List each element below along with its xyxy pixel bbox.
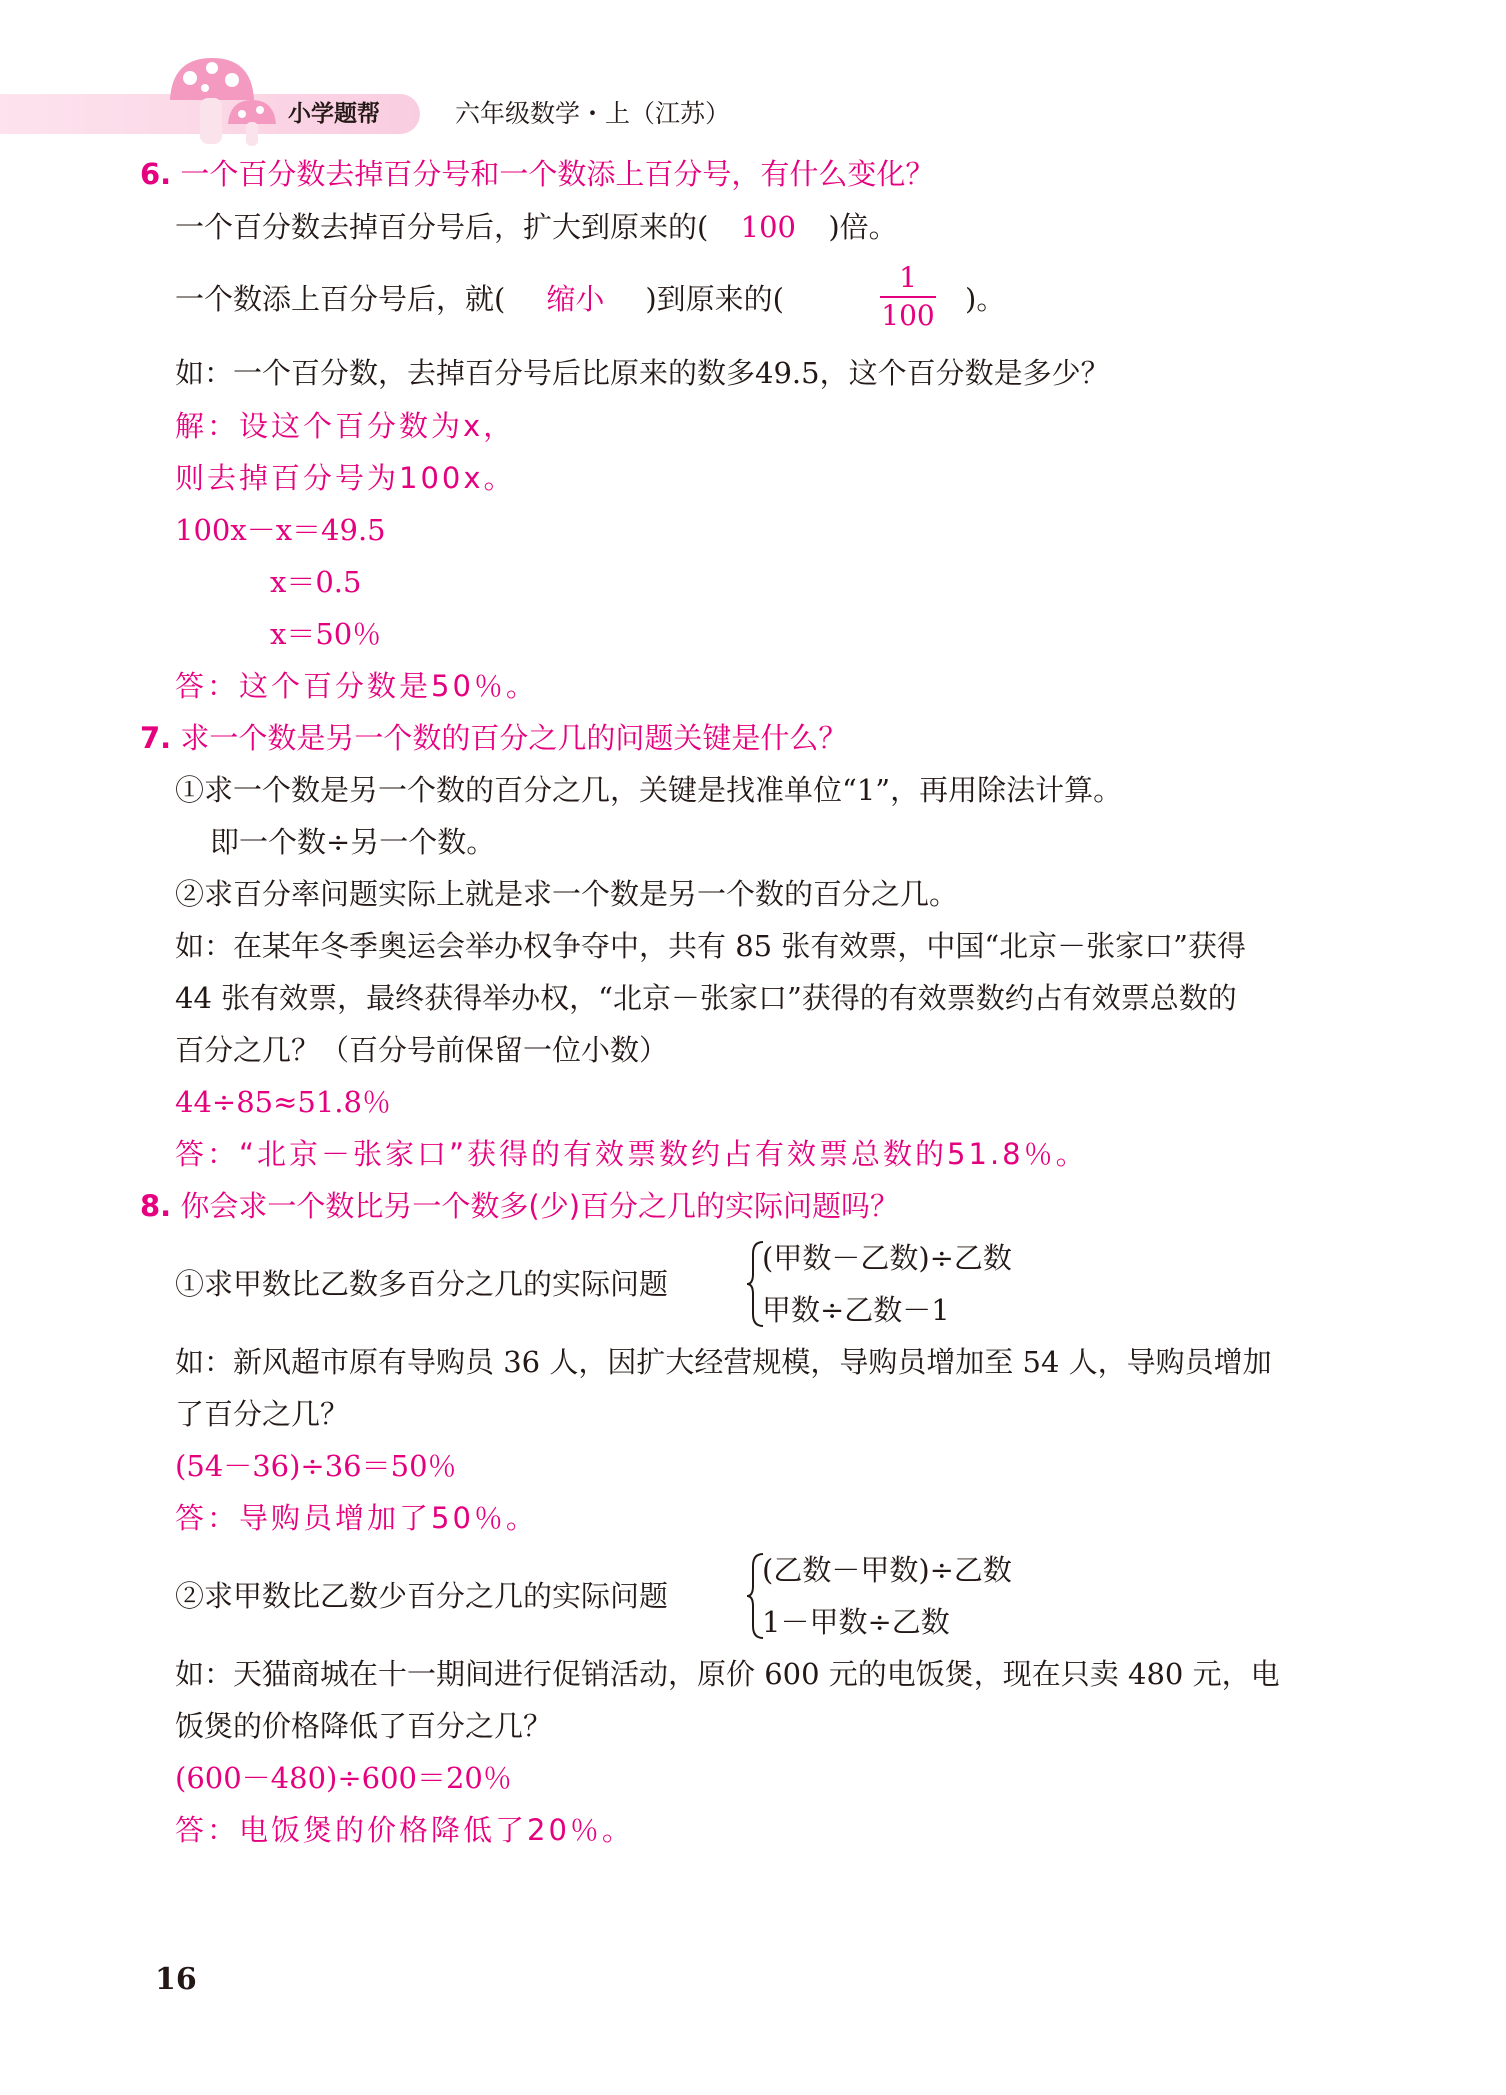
q8-method-1-label: ①求甲数比乙数多百分之几的实际问题 (175, 1267, 669, 1301)
q6-title: 一个百分数去掉百分号和一个数添上百分号，有什么变化？ (180, 157, 935, 191)
q6-line2-pre: 一个数添上百分号后，就( (175, 282, 506, 316)
q6-answer: 答：这个百分数是50％。 (175, 669, 538, 703)
q6-line1-pre: 一个百分数去掉百分号后，扩大到原来的( (175, 210, 709, 244)
fraction-bar (880, 296, 936, 298)
q7-calculation: 44÷85≈51.8％ (175, 1085, 391, 1119)
q8-example-2a: 如：天猫商城在十一期间进行促销活动，原价 600 元的电饭煲，现在只卖 480 元，电 (175, 1657, 1280, 1691)
brand-name: 小学题帮 (288, 101, 380, 127)
fraction-denominator: 100 (881, 299, 935, 332)
q7-number: 7. (140, 721, 172, 755)
q7-point-2: ②求百分率问题实际上就是求一个数是另一个数的百分之几。 (175, 877, 959, 911)
q6-number: 6. (140, 157, 172, 191)
q8-method-1-formula-2: 甲数÷乙数－1 (762, 1293, 950, 1327)
q8-method-2-label: ②求甲数比乙数少百分之几的实际问题 (175, 1579, 669, 1613)
q7-point-1-formula: 即一个数÷另一个数。 (210, 825, 496, 859)
q6-line1-post: )倍。 (828, 210, 898, 244)
q8-calculation-1: (54－36)÷36＝50％ (175, 1449, 457, 1483)
q6-line1 (175, 209, 898, 245)
q8-example-1a: 如：新风超市原有导购员 36 人，因扩大经营规模，导购员增加至 54 人，导购员增加 (175, 1345, 1272, 1379)
q6-answer-shrink: 缩小 (546, 282, 605, 316)
q6-line2 (175, 281, 784, 317)
q8-example-1b: 了百分之几？ (175, 1397, 350, 1431)
q7-heading (140, 720, 847, 756)
q7-example-2: 44 张有效票，最终获得举办权，“北京－张家口”获得的有效票数约占有效票总数的 (175, 981, 1237, 1015)
q8-method-2-formula-1: (乙数－甲数)÷乙数 (762, 1553, 1012, 1587)
q8-method-2-formula-2: 1－甲数÷乙数 (762, 1605, 950, 1639)
q6-line2-mid: )到原来的( (645, 282, 784, 316)
q8-heading (140, 1188, 899, 1224)
q6-fraction (880, 262, 936, 332)
q7-example-1: 如：在某年冬季奥运会举办权争夺中，共有 85 张有效票，中国“北京－张家口”获得 (175, 929, 1246, 963)
q6-equation-3: x＝50％ (270, 617, 382, 651)
q6-solution-2: 则去掉百分号为100x。 (175, 461, 516, 495)
fraction-numerator: 1 (899, 261, 917, 294)
q7-point-1: ①求一个数是另一个数的百分之几，关键是找准单位“1”，再用除法计算。 (175, 773, 1123, 807)
q8-calculation-2: (600－480)÷600＝20％ (175, 1761, 512, 1795)
q8-method-1-formula-1: (甲数－乙数)÷乙数 (762, 1241, 1012, 1275)
q6-line2-post: )。 (965, 282, 1006, 316)
q6-example: 如：一个百分数，去掉百分号后比原来的数多49.5，这个百分数是多少？ (175, 356, 1110, 390)
q8-example-2b: 饭煲的价格降低了百分之几？ (175, 1709, 553, 1743)
q6-answer-100: 100 (740, 210, 796, 244)
book-title: 六年级数学・上（江苏） (455, 99, 731, 128)
page-number: 16 (155, 1962, 197, 1997)
q6-heading (140, 156, 934, 192)
q6-equation-1: 100x－x＝49.5 (175, 513, 386, 547)
q7-answer: 答：“北京－张家口”获得的有效票数约占有效票总数的51.8％。 (175, 1137, 1088, 1171)
q7-example-3: 百分之几？（百分号前保留一位小数） (175, 1033, 669, 1067)
q8-answer-2: 答：电饭煲的价格降低了20％。 (175, 1813, 634, 1847)
q8-number: 8. (140, 1189, 172, 1223)
mushroom-logo-icon (160, 52, 280, 152)
q8-answer-1: 答：导购员增加了50％。 (175, 1501, 538, 1535)
q6-solution-1: 解：设这个百分数为x， (175, 409, 516, 443)
q8-title: 你会求一个数比另一个数多(少)百分之几的实际问题吗？ (180, 1189, 900, 1223)
q6-equation-2: x＝0.5 (270, 565, 362, 599)
q7-title: 求一个数是另一个数的百分之几的问题关键是什么？ (180, 721, 848, 755)
